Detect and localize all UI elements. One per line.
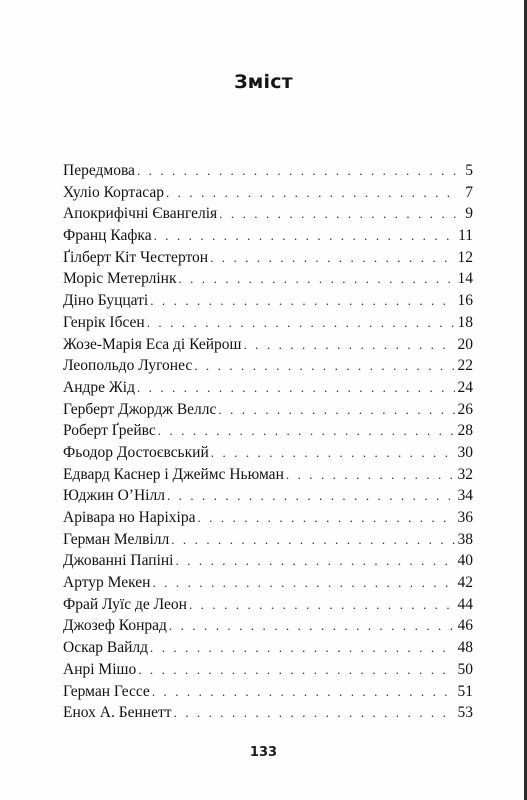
toc-entry (63, 594, 473, 616)
dot-leader (189, 594, 455, 616)
toc-entry-title: Андре Жід (63, 378, 135, 396)
toc-entry-title: Апокрифічні Євангелія (63, 205, 218, 223)
page-number: 133 (249, 745, 278, 760)
toc-entry (63, 550, 473, 572)
dot-leader (219, 203, 456, 225)
toc-entry (63, 420, 473, 442)
toc-entry-page: 53 (457, 704, 473, 722)
dot-leader (211, 442, 455, 464)
toc-entry-page: 28 (457, 422, 473, 440)
toc-entry-title: Енох А. Беннетт (63, 704, 172, 722)
toc-entry (63, 182, 473, 204)
toc-entry-title: Едвард Каснер і Джеймс Ньюман (63, 465, 284, 483)
toc-entry (63, 659, 473, 681)
toc-entry (63, 203, 473, 225)
dot-leader (150, 290, 454, 312)
toc-entry-title: Юджин О’Нілл (63, 487, 165, 505)
dot-leader (197, 507, 454, 529)
dot-leader (243, 334, 454, 356)
toc-entry (63, 485, 473, 507)
dot-leader (286, 464, 455, 486)
dot-leader (137, 160, 456, 182)
toc-entry (63, 681, 473, 703)
dot-leader (138, 659, 454, 681)
dot-leader (175, 550, 454, 572)
toc-entry (63, 637, 473, 659)
toc-entry-title: Арівара но Наріхіра (63, 509, 196, 526)
toc-entry-title: Леопольдо Лугонес (63, 357, 193, 375)
toc-entry (63, 312, 473, 334)
toc-entry (63, 702, 473, 724)
toc-entry (63, 268, 473, 290)
toc-entry-title: Джованні Папіні (63, 552, 174, 570)
toc-entry-page: 44 (457, 595, 473, 613)
toc-entry-title: Діно Буццаті (63, 292, 149, 310)
toc-entry-page: 32 (457, 465, 473, 483)
toc-entry-title: Герман Мелвілл (63, 530, 170, 548)
dot-leader (154, 225, 455, 247)
toc-entry (63, 225, 473, 247)
toc-entry-title: Генрік Ібсен (63, 313, 145, 331)
toc-entry-page: 40 (457, 552, 473, 570)
toc-entry-page: 9 (465, 205, 473, 223)
dot-leader (152, 681, 455, 703)
dot-leader (152, 572, 454, 594)
toc-entry (63, 507, 473, 529)
dot-leader (171, 529, 454, 551)
toc-entry-page: 34 (457, 487, 473, 505)
toc-entry-page: 14 (457, 270, 473, 288)
toc-entry (63, 247, 473, 269)
dot-leader (169, 615, 455, 637)
page-title: Зміст (234, 70, 293, 93)
toc-entry-title: Фьодор Достоєвський (63, 443, 209, 461)
toc-entry-page: 30 (457, 443, 473, 461)
toc-entry (63, 572, 473, 594)
toc-entry-page: 24 (457, 378, 473, 396)
toc-entry (63, 290, 473, 312)
toc-entry-page: 22 (457, 357, 473, 375)
dot-leader (194, 355, 454, 377)
toc-entry-title: Фрай Луїс де Леон (63, 595, 187, 613)
dot-leader (178, 268, 454, 290)
toc-entry-title: Герман Гессе (63, 682, 150, 700)
toc-entry-page: 51 (457, 682, 473, 700)
toc-entry (63, 160, 473, 182)
toc-entry-title: Герберт Джордж Веллс (63, 400, 217, 418)
toc-entry-page: 11 (458, 227, 473, 245)
toc-entry (63, 377, 473, 399)
toc-entry-page: 18 (457, 313, 473, 331)
toc-entry-page: 38 (457, 530, 473, 548)
toc-entry-page: 48 (457, 639, 473, 657)
toc-entry-title: Моріс Метерлінк (63, 270, 177, 288)
toc-entry (63, 355, 473, 377)
toc-entry (63, 464, 473, 486)
toc-entry-title: Жозе-Марія Еса ді Кейрош (63, 335, 242, 353)
toc-entry-title: Франц Кафка (63, 227, 152, 245)
toc-entry-page: 20 (457, 335, 473, 353)
toc-entry-title: Передмова (63, 162, 135, 179)
toc-entry-page: 12 (457, 248, 473, 266)
dot-leader (174, 702, 455, 724)
toc-entry-page: 50 (457, 660, 473, 678)
toc-entry (63, 334, 473, 356)
dot-leader (166, 182, 456, 204)
toc-entry (63, 615, 473, 637)
table-of-contents (63, 160, 473, 724)
toc-entry-page: 42 (457, 574, 473, 592)
toc-entry-title: Хуліо Кортасар (63, 183, 164, 201)
dot-leader (147, 312, 455, 334)
toc-entry-page: 7 (465, 183, 473, 201)
toc-entry-page: 5 (465, 162, 473, 179)
toc-entry-title: Артур Мекен (63, 574, 151, 592)
toc-entry-page: 16 (457, 292, 473, 310)
dot-leader (218, 399, 454, 421)
toc-entry-title: Ґілберт Кіт Честертон (63, 248, 209, 266)
dot-leader (210, 247, 454, 269)
dot-leader (167, 485, 455, 507)
toc-entry (63, 399, 473, 421)
dot-leader (158, 420, 455, 442)
toc-entry-page: 46 (457, 617, 473, 635)
toc-entry (63, 529, 473, 551)
toc-entry-page: 36 (457, 509, 473, 526)
toc-entry-title: Анрі Мішо (63, 660, 137, 678)
dot-leader (137, 377, 455, 399)
toc-entry-title: Джозеф Конрад (63, 617, 167, 635)
toc-entry-title: Оскар Вайлд (63, 639, 149, 657)
toc-entry-title: Роберт Ґрейвс (63, 422, 156, 440)
dot-leader (150, 637, 454, 659)
toc-entry (63, 442, 473, 464)
toc-entry-page: 26 (457, 400, 473, 418)
